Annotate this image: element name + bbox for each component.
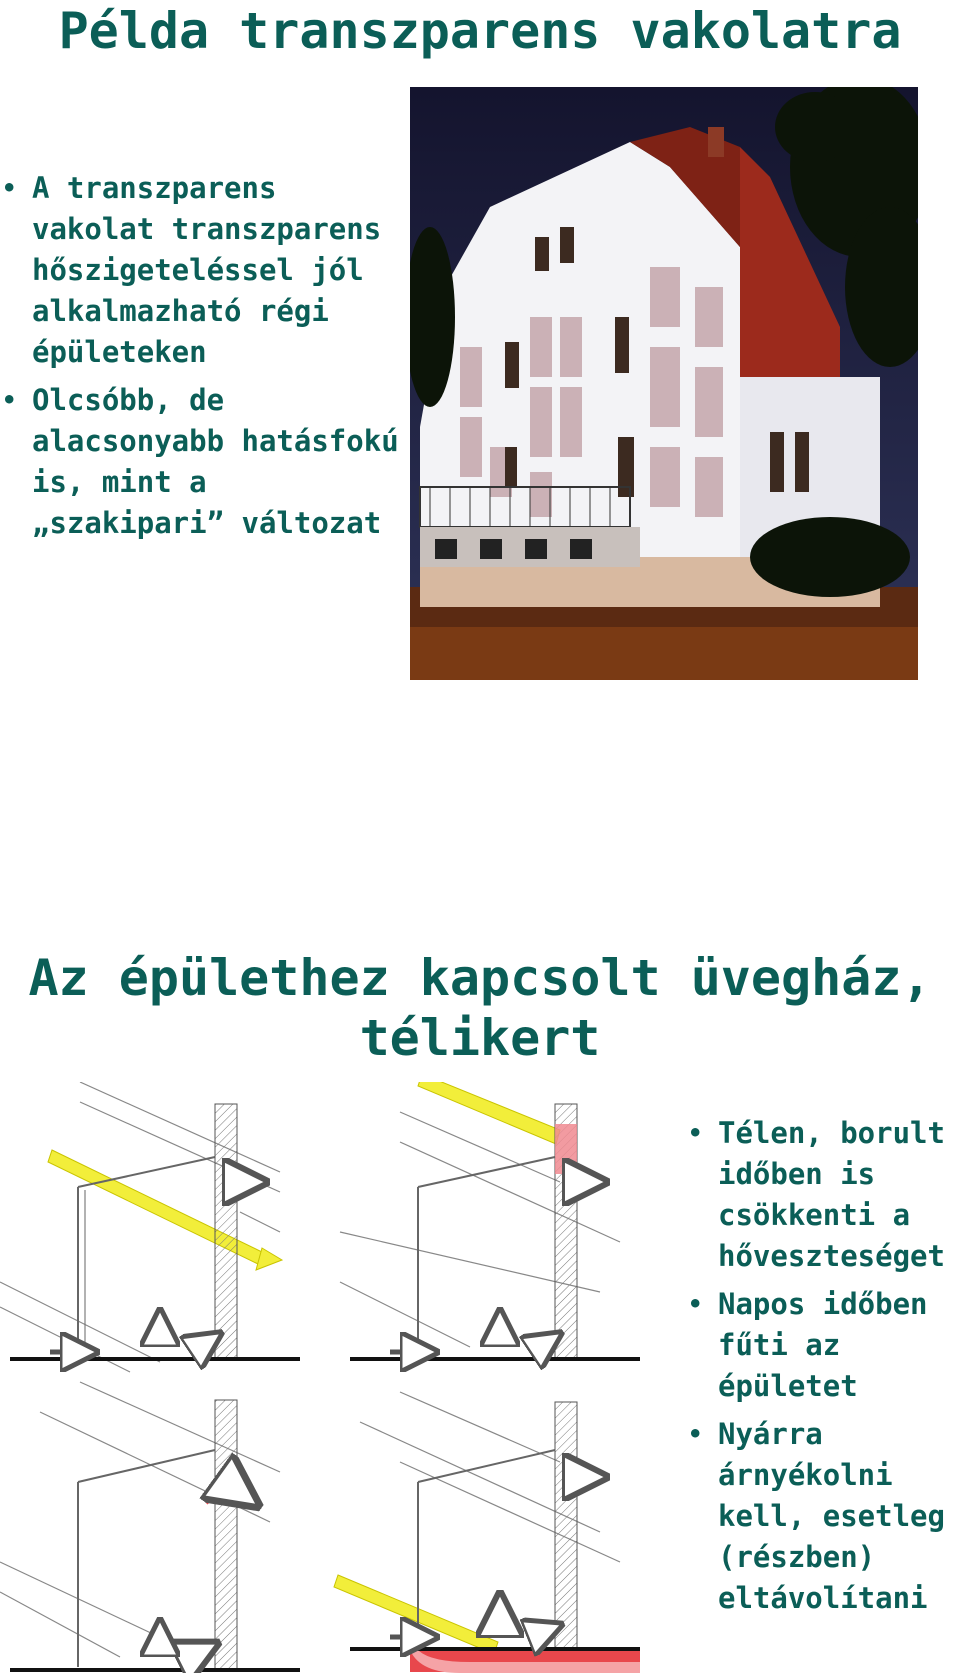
- diagram-panel-sunny-heating: [340, 1082, 640, 1359]
- slide-2-bullet-list: [686, 1113, 960, 1626]
- bullet-item: • Télen, borult időben is csökkenti a hőveszteséget: [686, 1113, 960, 1277]
- diagram-panel-night: [0, 1382, 300, 1670]
- bullet-item: • Napos időben fűti az épületet: [686, 1284, 960, 1407]
- diagram-panel-summer: [334, 1392, 640, 1673]
- diagram-panel-winter-cloudy: [0, 1082, 300, 1372]
- slide-1-bullet-list: [0, 168, 400, 551]
- slide-1-title: Példa transzparens vakolatra: [58, 2, 902, 60]
- sunroom-diagram: [0, 1082, 660, 1673]
- bullet-item: • Nyárra árnyékolni kell, esetleg (részben) eltávolítani: [686, 1414, 960, 1619]
- slide-2-title: Az épülethez kapcsolt üvegház, télikert: [28, 949, 932, 1067]
- bullet-item: • A transzparens vakolat transzparens hőszigeteléssel jól alkalmazható régi épületeken: [0, 168, 400, 373]
- bullet-item: • Olcsóbb, de alacsonyabb hatásfokú is, mint a „szakipari” változat: [0, 380, 400, 544]
- house-photo: [410, 87, 918, 680]
